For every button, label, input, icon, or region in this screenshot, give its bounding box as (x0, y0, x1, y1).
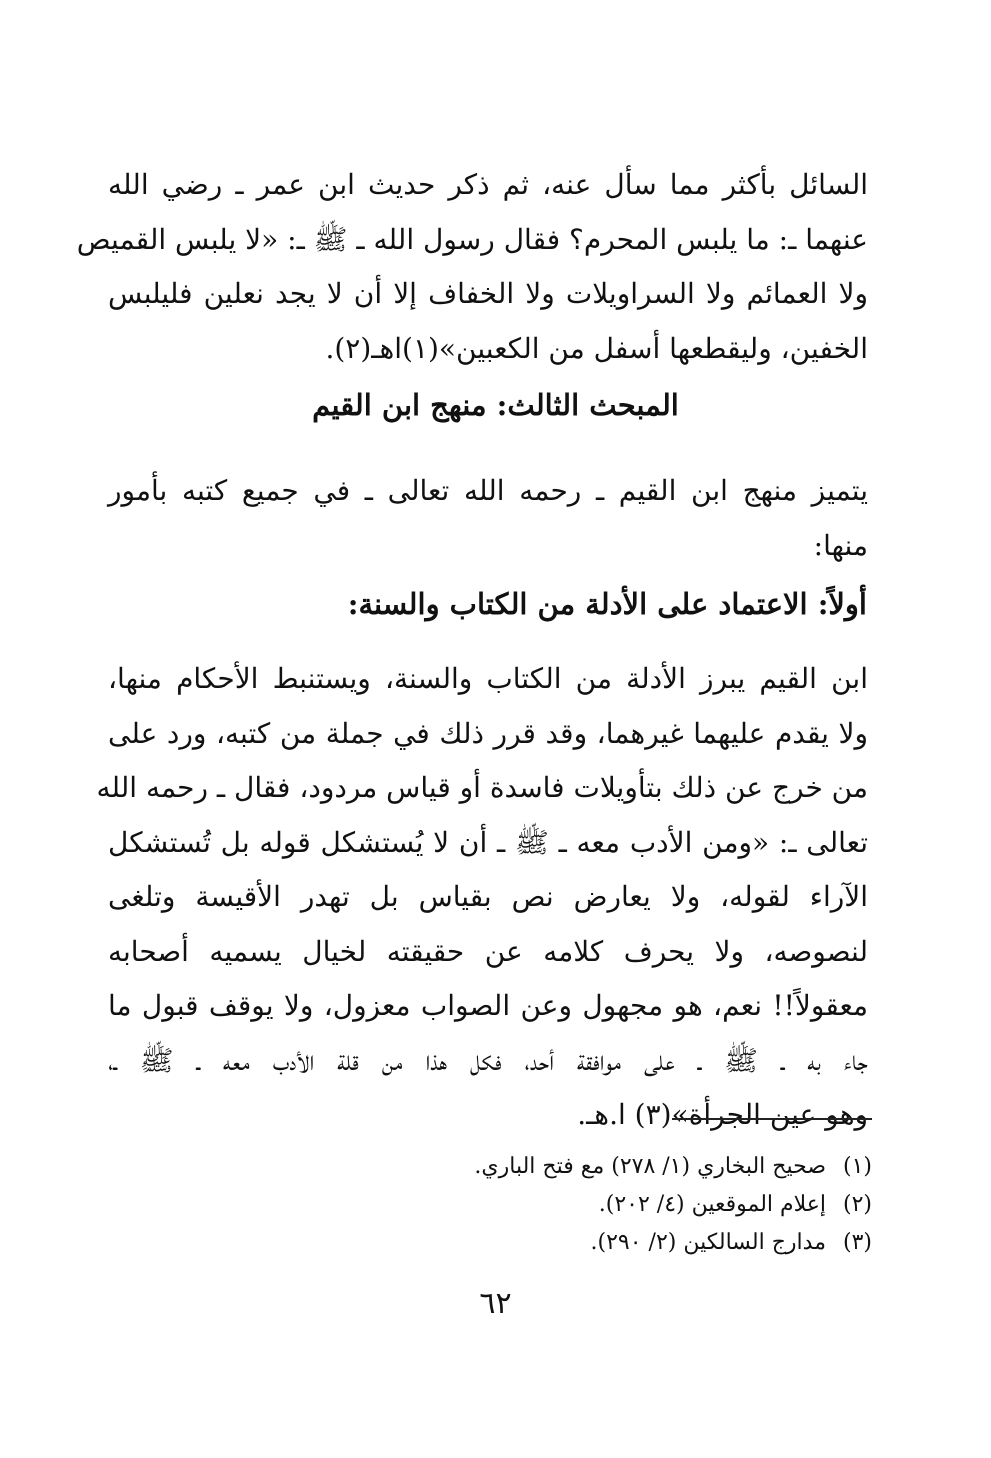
text-line: ولا يقدم عليهما غيرهما، وقد قرر ذلك في جملة من كتبه، ورد على (108, 716, 868, 750)
footnote-text: مدارج السالكين (٢/ ٢٩٠). (590, 1230, 826, 1255)
text-line: الآراء لقوله، ولا يعارض نص بقياس بل تهدر الأقيسة وتلغى (108, 880, 868, 913)
footnotes (300, 1148, 872, 1262)
footnote-number: (٣) (842, 1230, 872, 1255)
text-line: السائل بأكثر مما سأل عنه، ثم ذكر حديث ابن عمر ـ رضي الله (108, 168, 868, 201)
text-line: معقولاً!! نعم، هو مجهول وعن الصواب معزول، ولا يوقف قبول ما (108, 989, 868, 1022)
continuation-paragraph (76, 158, 868, 376)
text-line: تعالى ـ: «ومن الأدب معه ـ ﷺ ـ أن لا يُستشكل قوله بل تُستشكل (108, 825, 868, 859)
section-heading: المبحث الثالث: منهج ابن القيم (312, 388, 679, 422)
text-line: ابن القيم يبرز الأدلة من الكتاب والسنة، ويستنبط الأحكام منها، (108, 662, 868, 695)
footnote-text: إعلام الموقعين (٤/ ٢٠٢). (598, 1192, 826, 1217)
footnote-number: (٢) (842, 1192, 872, 1217)
text-line: لنصوصه، ولا يحرف كلامه عن حقيقته لخيال يسميه أصحابه (108, 934, 868, 968)
footnote (300, 1148, 872, 1186)
text-line: جاء به ـ ﷺ ـ على موافقة أحد، فكل هذا من قلة الأدب معه ـ ﷺ ـ، (108, 1043, 868, 1077)
text-line: يتميز منهج ابن القيم ـ رحمه الله تعالى ـ في جميع كتبه بأمور (108, 474, 868, 507)
text-line: الخفين، وليقطعها أسفل من الكعبين»(١)اهـ(٢). (325, 331, 868, 365)
text-line: من خرج عن ذلك بتأويلات فاسدة أو قياس مردود، فقال ـ رحمه الله (96, 771, 868, 804)
intro-paragraph (108, 464, 868, 573)
subheading: أولاً: الاعتماد على الأدلة من الكتاب والسنة: (347, 587, 867, 621)
footnote-number: (١) (842, 1154, 872, 1179)
text-line: منها: (813, 528, 868, 562)
page-number: ٦٢ (479, 1286, 512, 1321)
footnote-text: صحيح البخاري (١/ ٢٧٨) مع فتح الباري. (474, 1154, 826, 1179)
text-line: عنهما ـ: ما يلبس المحرم؟ فقال رسول الله ـ ﷺ ـ: «لا يلبس القميص (76, 222, 868, 256)
footnote (300, 1224, 872, 1262)
footnote-separator (672, 1118, 872, 1120)
text-line: ولا العمائم ولا السراويلات ولا الخفاف إلا أن لا يجد نعلين فليلبس (108, 277, 868, 310)
footnote (300, 1186, 872, 1224)
body-paragraph (96, 652, 868, 1143)
text-line: وهو عين الجرأة»(٣) ا.هـ. (577, 1098, 868, 1131)
